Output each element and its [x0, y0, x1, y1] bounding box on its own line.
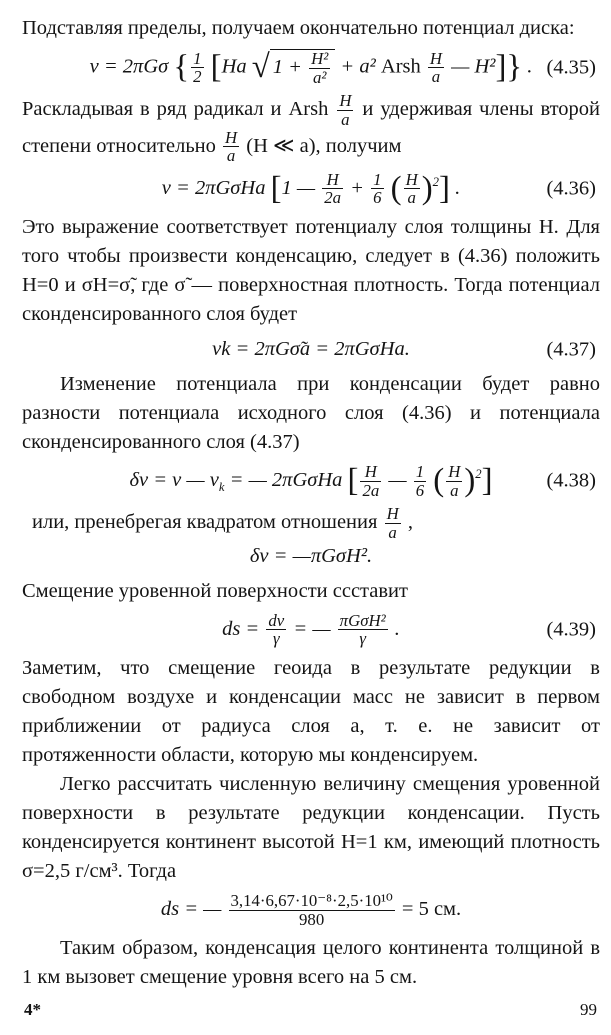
paragraph: или, пренебрегая квадратом отношения $\frac{H}{a}$ , — [32, 504, 413, 543]
equation-number: (4.37) — [546, 338, 596, 361]
equation-body: ds = $\frac{dv}{\gamma}$ = — $\frac{\text{πGσH²}}{\gamma}$ . — [222, 610, 400, 649]
page-content — [22, 14, 600, 992]
equation-numeric — [22, 892, 600, 928]
equation-4-35 — [22, 49, 600, 86]
equation-4-37 — [22, 335, 600, 364]
equation-number: (4.38) — [546, 469, 596, 492]
equation-body: vk = 2πGσ̃a = 2πGσHa. — [212, 338, 410, 361]
paragraph: Легко рассчитать численную величину смещения уровенной поверхности в результате редукции конденсации. Пусть конденсируется континент высотой H=1 км, имеющий плотность σ=2,5 г/см³. Тогда — [22, 772, 600, 882]
equation-body: δv = v — $v_k$ = — 2πGσHa [ $\frac{H}{2a}$ — $\frac{1}{6}$ ( $\frac{H}{a}$ )$^2$] — [129, 462, 493, 500]
paragraph: Смещение уровенной поверхности ссставит — [22, 579, 408, 602]
paragraph: Таким образом, конденсация целого континента толщиной в 1 км вызовет смещение уровня всего на 5 см. — [22, 937, 600, 989]
equation-4-36 — [22, 171, 600, 207]
equation-number: (4.35) — [546, 56, 596, 79]
equation-number: (4.39) — [546, 618, 596, 641]
equation-body: ds = — $\frac{\text{3,14·6,67·10⁻⁸·2,5·10¹⁰}}{980}$ = 5 см. — [160, 890, 462, 929]
equation-number: (4.36) — [546, 177, 596, 200]
equation-4-38 — [22, 463, 600, 499]
paragraph: Это выражение соответствует потенциалу слоя толщины H. Для того чтобы произвести конденсацию, следует в (4.36) положить H=0 и σH=σ̃, где σ̃ — поверхностная плотность. Тогда потенциал сконденсированного слоя будет — [22, 216, 600, 326]
page-footer — [24, 995, 597, 1024]
equation-body: v = 2πGσHa [1 — $\frac{H}{2a}$ + $\frac{1}{6}$ ( $\frac{H}{a}$ )$^2$] . — [161, 169, 461, 208]
page-number: 99 — [580, 1000, 597, 1019]
paragraph: Изменение потенциала при конденсации будет равно разности потенциала исходного слоя (4.36) и потенциала сконденсированного слоя (4.37) — [22, 373, 600, 454]
paragraph: Подставляя пределы, получаем окончательно потенциал диска: — [22, 17, 575, 39]
equation-4-39 — [22, 612, 600, 648]
signature-mark: 4* — [24, 1000, 41, 1019]
paragraph: Раскладывая в ряд радикал и Arsh $\frac{H}{a}$ и удерживая члены второй степени относительно $\frac{H}{a}$ (H ≪ a), получим — [22, 91, 601, 166]
equation-approx — [22, 542, 600, 571]
equation-body: δv = —πGσH². — [249, 544, 373, 567]
equation-body: v = 2πGσ { $\frac{1}{2}$ [Ha √ 1 + $\frac{\text{H²}}{\text{a²}}$ + a² Arsh $\frac{H}{a}$ — H²]} . — [89, 48, 533, 87]
paragraph: Заметим, что смещение геоида в результате редукции в свободном воздухе и конденсации масс не зависит в первом приближении от радиуса слоя a, т. е. не зависит от протяженности области, которую мы конденсируем. — [22, 656, 600, 766]
